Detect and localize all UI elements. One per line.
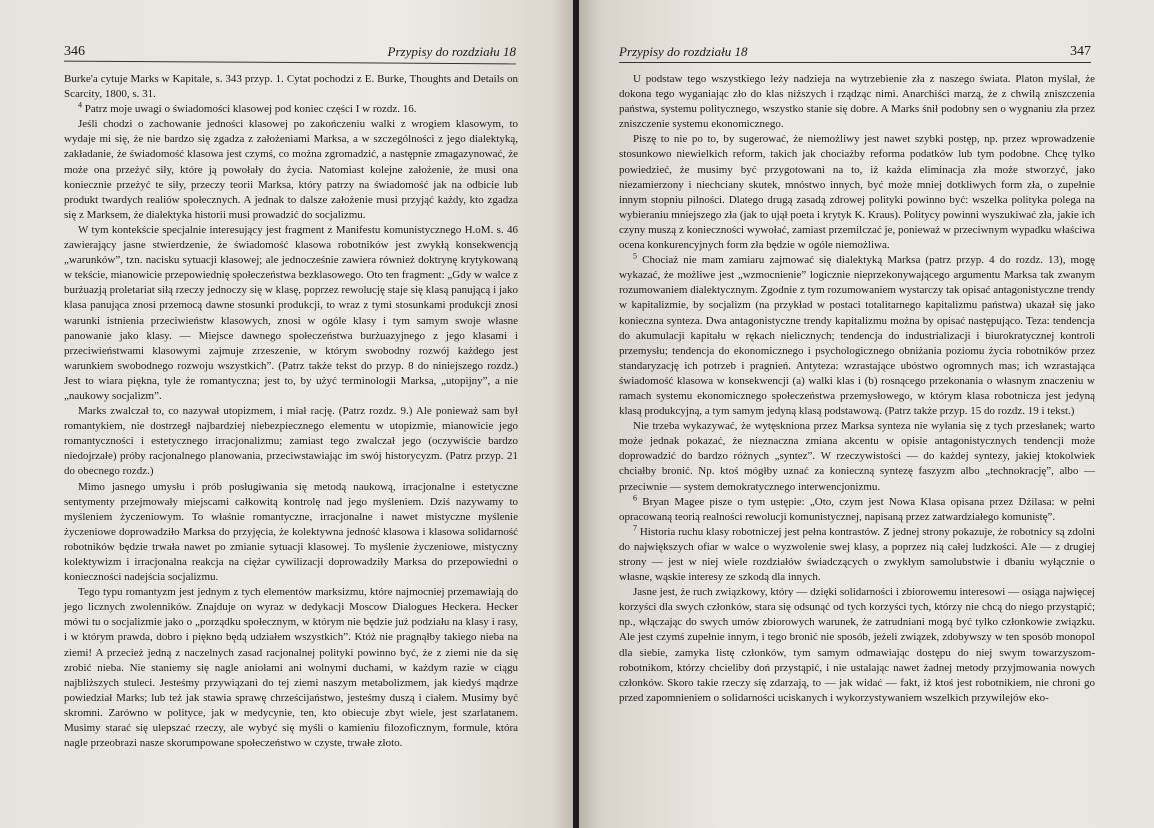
running-head: Przypisy do rozdziału 18 — [619, 44, 748, 59]
paragraph-text: W tym kontekście specjalnie interesujący jest fragment z Manifestu komunistycznego H.oM. s. 46 zawierający jasne stwierdzenie, że świadomość klasowa robotników jest zwykłą konsekwencją „warunków”, tzn. nacisku sytuacji klasowej; ale jednocześnie zawiera również doktrynę krytykowaną w tekście, mianowicie przepowiednię społeczeństwa bezklasowego. Oto ten fragment: „Gdy w walce z burżuazją proletariat siłą rzeczy jednoczy się w klasę, poprzez rewolucję staje się klasą panującą i jako klasa panująca znosi przemocą dawne stosunki produkcji, to wraz z tymi stosunkami produkcji znosi warunki istnienia przeciwieństw klasowych, znosi w ogóle klasy i tym samym swoje własne panowanie jako klasy. — Miejsce dawnego społeczeństwa burżuazyjnego z jego klasami i przeciwieństwami klasowymi zajmuje zrzeszenie, w którym swobodny rozwój każdego jest warunkiem swobodnego rozwoju wszystkich”. (Patrz także tekst do przyp. 8 do niniejszego rozdz.) Jest to wiara piękna, tyle że romantyczna; jest to, by użyć terminologii Marksa, „utopijny”, a nie „naukowy socjalizm”. — [64, 223, 518, 402]
text-paragraph — [64, 117, 518, 223]
header-rule — [619, 62, 1091, 63]
paragraph-text: Nie trzeba wykazywać, że wytęskniona przez Marksa synteza nie wyłania się z tych przesłanek; warto może jednak pokazać, że nieznaczna zmiana akcentu w opisie antagonistycznych tendencji może doprowadzić do bardzo różnych „syntez”. W rzeczywistości — do każdej syntezy, jakiej ktokolwiek chciałby bronić. Np. ktoś mógłby uznać za konieczną syntezę faszyzm albo „technokrację”, albo — przeciwnie — system demokratycznego interwencjonizmu. — [619, 420, 1095, 493]
left-page — [0, 0, 575, 828]
footnote-marker: 7 — [633, 523, 637, 533]
paragraph-text: Mimo jasnego umysłu i prób posługiwania się metodą naukową, irracjonalne i estetyczne sentymenty przejmowały miejscami całkowitą kontrolę nad jego myśleniem. Dziś nazywamy to myśleniem życzeniowym. To właśnie romantyczne, irracjonalne i nawet mistyczne myślenie życzeniowe doprowadziło Marksa do przyjęcia, że kolektywna jedność klasowa i klasowa solidarność robotników będzie trwała nawet po zmianie sytuacji klasowej. To myślenie życzeniowe, mistyczny kolektywizm i irracjonalna reakcja na ciężar cywilizacji doprowadziły Marksa do przepowiedni o konieczności nadejścia socjalizmu. — [64, 480, 518, 584]
footnote-paragraph — [619, 492, 1096, 525]
footnote-paragraph — [619, 253, 1095, 419]
footnote-paragraph — [619, 525, 1095, 585]
page-number: 346 — [64, 44, 85, 59]
text-paragraph — [64, 223, 518, 404]
text-paragraph — [64, 585, 518, 751]
paragraph-text: Marks zwalczał to, co nazywał utopizmem, i miał rację. (Patrz rozdz. 9.) Ale ponieważ sam był romantykiem, nie dostrzegł najbardziej niebezpiecznego elementu w utopizmie, mianowicie jego romantyczności i estetycznego irracjonalizmu; zamiast tego zwalczał jego (oczywiście bardzo niedojrzałe) próby racjonalnego planowania, przeciwstawiając im swój historycyzm. (Patrz przyp. 21 do obecnego rozdz.) — [64, 405, 518, 478]
right-page-header — [619, 44, 1091, 64]
running-head: Przypisy do rozdziału 18 — [387, 44, 516, 59]
paragraph-text: Historia ruchu klasy robotniczej jest pełna kontrastów. Z jednej strony pokazuje, że robotnicy są zdolni do największych ofiar w walce o wyzwolenie swej klasy, a poprzez nią całej ludzkości. Ale — z drugiej strony — jest w niej wiele rozdziałów świadczących o zwykłym samolubstwie i dbaniu wyłącznie o własne, wąskie interesy ze szkodą dla innych. — [619, 525, 1096, 584]
text-paragraph — [64, 480, 518, 586]
paragraph-text: Chociaż nie mam zamiaru zajmować się dialektyką Marksa (patrz przyp. 4 do rozdz. 13), mogę wykazać, że możliwe jest „wzmocnienie” logicznie nieprzekonywającego argumentu Marksa tak zwanym rozumowaniem dialektycznym. Zgodnie z tym rozumowaniem wystarczy tak opisać antagonistyczne trendy w kapitalizmie, by socjalizm (na przykład w postaci totalitarnego kapitalizmu państwa) ukazał się jako konieczna synteza. Dwa antagonistyczne trendy kapitalizmu można by opisać następująco. Teza: tendencja do akumulacji kapitału w rękach nielicznych; tendencja do industrializacji i biurokratycznej kontroli przemysłu; tendencja do ekonomicznego i psychologicznego obniżania poziomu życia robotników przez standaryzację ich potrzeb i pragnień. Antyteza: wzrastające ubóstwo ogromnych mas; ich wzrastająca świadomość klasowa w konsekwencji (a) walki klas i (b) rosnącego przekonania o własnym znaczeniu w ramach systemu ekonomicznego społeczeństwa przemysłowego, w którym klasa robotnicza jest jedyną klasą produkcyjną, a tym samym jedyną klasą podstawową. (Patrz także przyp. 15 do rozdz. 19 i tekst.) — [619, 254, 1096, 418]
page-number: 347 — [1070, 44, 1091, 59]
paragraph-text: U podstaw tego wszystkiego leży nadzieja na wytrzebienie zła z naszego świata. Platon myślał, że dokona tego wyganiając zło do klas niższych i rządząc nimi. Anarchiści marzą, że z chwilą zniszczenia państwa, systemu politycznego, wszystko stanie się dobre. A Marks śnił podobny sen o wygnaniu zła przez zniszczenie systemu ekonomicznego. — [619, 73, 1095, 131]
footnote-marker: 4 — [78, 100, 82, 110]
text-paragraph — [619, 72, 1095, 132]
right-page — [579, 0, 1154, 828]
footnote-marker: 5 — [633, 251, 637, 261]
text-paragraph — [64, 72, 518, 102]
left-page-body — [64, 72, 518, 751]
text-paragraph — [619, 419, 1095, 494]
paragraph-text: Piszę to nie po to, by sugerować, że niemożliwy jest nawet szybki postęp, np. przez wprowadzenie stosunkowo niewielkich reform, takich jak chociażby reforma podatków lub tym podobne. Chcę tylko powiedzieć, że musimy być przygotowani na to, iż każda eliminacja zła może stworzyć, jako niezamierzony i niechciany skutek, mnóstwo innych, być może mniej dotkliwych form zła, o zupełnie innym stopniu pilności. Dlatego drugą zasadą zdrowej polityki powinno być: wszelka polityka polega na wybieraniu mniejszego zła (jak to ujął poeta i krytyk K. Kraus). Politycy powinni wyszukiwać zła, jakie ich czyny muszą z konieczności wywołać, zamiast przemilczać je, ponieważ w przeciwnym wypadku właściwa ocena konkurencyjnych form zła będzie w ogóle niemożliwa. — [619, 133, 1095, 252]
paragraph-text: Patrz moje uwagi o świadomości klasowej pod koniec części I w rozdz. 16. — [84, 103, 417, 116]
paragraph-text: Tego typu romantyzm jest jednym z tych elementów marksizmu, które najmocniej przemawiają do jego licznych zwolenników. Znajduje on wyraz w dedykacji Moscow Dialogues Heckera. Hecker mówi tu o socjalizmie jako o „porządku społecznym, w którym nie będzie już podziału na klasy i rasy, i w którym prawda, dobro i piękno będą udziałem wszystkich”. Któż nie pragnąłby takiego nieba na ziemi! A przecież jedną z naczelnych zasad racjonalnej polityki powinno być, że z ziemi nie da się zrobić nieba. Nie staniemy się nagle aniołami ani wolnymi duchami, w każdym razie w ciągu najbliższych stuleci. Jesteśmy przywiązani do tej ziemi naszym metabolizmem, jak kiedyś mądrze powiedział Marks; lub też jak stawia sprawę chrześcijaństwo, jesteśmy duszą i ciałem. Musimy być skromni. Zarówno w polityce, jak w medycynie, ten, kto obiecuje zbyt wiele, jest szarlatanem. Musimy starać się ulepszać rzeczy, ale wybyć się myśli o kamieniu filozoficznym, formule, która nagle przeobrazi nasze skorumpowane społeczeństwo w czyste, trwałe złoto. — [64, 586, 518, 750]
text-paragraph — [619, 585, 1095, 706]
paragraph-text: Jasne jest, że ruch związkowy, który — dzięki solidarności i zbiorowemu interesowi — osiąga najwięcej korzyści dla swych członków, stara się odsunąć od tych korzyści tych, którzy nie chcą do niego przystąpić; np., włączając do swych umów zbiorowych warunek, że zatrudniani mogą być tylko członkowie związku. Ale jest czymś zupełnie innym, i tego bronić nie sposób, jeżeli związek, zdobywszy w ten sposób monopol dla siebie, zamyka listę członków, tym samym odmawiając dostępu do niej swym towarzyszom-robotnikom, którzy chcieliby doń przystąpić, i nie ustalając nawet żadnej metody przyjmowania nowych członków. Skoro takie rzeczy się zdarzają, to — jak widać — fakt, iż ktoś jest robotnikiem, nie chroni go przed zapomnieniem o solidarności uciskanych i wykorzystywaniem wszelkich przywilejów eko- — [619, 586, 1095, 704]
paragraph-text: Burke'a cytuje Marks w Kapitale, s. 343 przyp. 1. Cytat pochodzi z E. Burke, Thoughts and Details on Scarcity, 1800, s. 31. — [64, 73, 518, 101]
text-paragraph — [64, 404, 518, 479]
footnote-marker: 6 — [633, 492, 637, 502]
footnote-paragraph — [64, 102, 518, 117]
right-page-body — [619, 72, 1095, 706]
text-paragraph — [619, 132, 1095, 253]
paragraph-text: Bryan Magee pisze o tym ustępie: „Oto, czym jest Nowa Klasa opisana przez Dżilasa: w pełni opracowaną teorią realności rewolucji komunistycznej, napisaną przez zatwardziałego komunistę”. — [619, 495, 1096, 523]
paragraph-text: Jeśli chodzi o zachowanie jedności klasowej po zakończeniu walki z wrogiem klasowym, to wydaje mi się, że nie bardzo się zgadza z założeniami Marksa, a w szczególności z jego dialektyką, zakładanie, że świadomość klasowa jest czymś, co można zgromadzić, a następnie zmagazynować, że może ona przeżyć siły, które ją powołały do życia. Natomiast kolejne założenie, że musi ona koniecznie przeżyć te siły, przeczy teorii Marksa, który patrzy na świadomość jak na odbicie lub produkt twardych realiów społecznych. A jednak to dalsze założenie musi przyjąć każdy, kto zgadza się z Marksem, że dialektyka historii musi prowadzić do socjalizmu. — [64, 118, 518, 221]
